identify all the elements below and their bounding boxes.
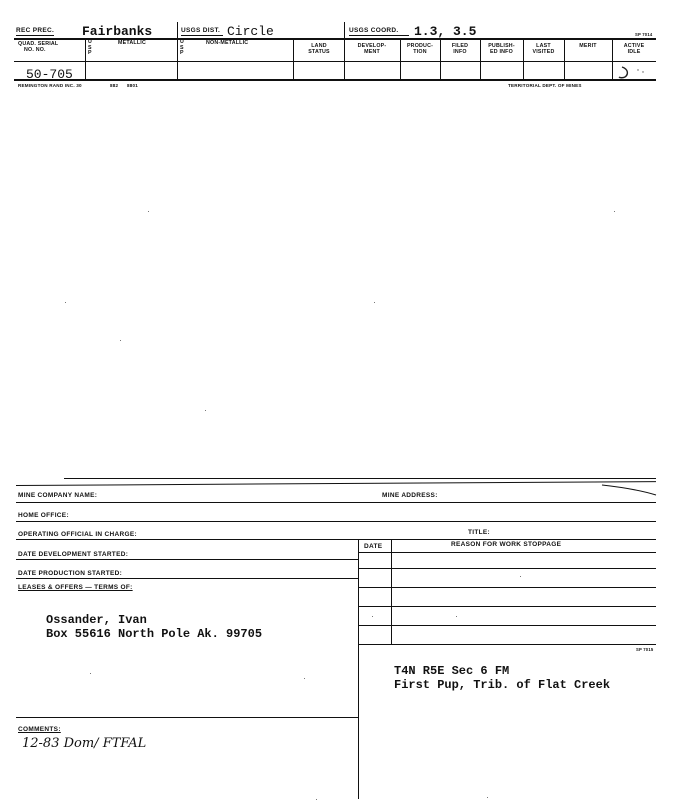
card-edge bbox=[16, 481, 656, 486]
column-divider bbox=[85, 38, 86, 80]
title-label: TITLE: bbox=[468, 529, 491, 536]
rec-prec-underline bbox=[16, 35, 54, 36]
column-divider bbox=[480, 38, 481, 80]
column-divider bbox=[523, 38, 524, 80]
last-visited-header: LAST VISITED bbox=[532, 43, 555, 55]
form-number-top: SP 7014 bbox=[635, 32, 653, 37]
operating-official-label: OPERATING OFFICIAL IN CHARGE: bbox=[18, 531, 137, 538]
row-rule bbox=[16, 539, 656, 540]
table-rule bbox=[358, 625, 656, 626]
metallic-header: METALLIC bbox=[118, 40, 146, 46]
scan-speck bbox=[120, 340, 121, 341]
land-status-header: LAND STATUS bbox=[308, 43, 330, 55]
production-header: PRODUC- TION bbox=[406, 43, 434, 55]
scan-speck bbox=[90, 673, 91, 674]
rec-prec-value: Fairbanks bbox=[82, 24, 153, 39]
usgs-coord-underline bbox=[349, 35, 409, 36]
scan-speck bbox=[148, 211, 149, 212]
active-idle-header: ACTIVE IDLE bbox=[623, 43, 645, 55]
scan-speck bbox=[614, 211, 615, 212]
printer-footer: REMINGTON RAND INC. 30 bbox=[18, 83, 82, 88]
non-metallic-header: NON-METALLIC bbox=[206, 40, 249, 46]
column-divider bbox=[344, 38, 345, 80]
row-rule bbox=[16, 502, 656, 503]
date-production-label: DATE PRODUCTION STARTED: bbox=[18, 570, 123, 577]
grid-top-rule bbox=[14, 38, 656, 40]
column-divider bbox=[564, 38, 565, 80]
usgs-dist-value: Circle bbox=[227, 24, 274, 39]
scan-speck bbox=[372, 616, 373, 617]
row-rule bbox=[16, 578, 358, 579]
location-creek: First Pup, Trib. of Flat Creek bbox=[394, 678, 611, 692]
scan-speck bbox=[205, 410, 206, 411]
comments-label: COMMENTS: bbox=[18, 726, 61, 733]
dept-footer: TERRITORIAL DEPT. OF MINES bbox=[508, 83, 582, 88]
published-info-header: PUBLISH- ED INFO bbox=[488, 43, 515, 55]
column-divider bbox=[177, 38, 178, 80]
filed-info-header: FILED INFO bbox=[451, 43, 469, 55]
date-development-label: DATE DEVELOPMENT STARTED: bbox=[18, 551, 129, 558]
owner-address: Box 55616 North Pole Ak. 99705 bbox=[46, 627, 263, 641]
scan-speck bbox=[316, 799, 317, 800]
scan-speck bbox=[374, 302, 375, 303]
table-rule bbox=[358, 552, 656, 553]
usgs-coord-label: USGS COORD. bbox=[349, 27, 399, 34]
usgs-dist-underline bbox=[181, 35, 223, 36]
home-office-label: HOME OFFICE: bbox=[18, 512, 69, 519]
mine-company-label: MINE COMPANY NAME: bbox=[18, 492, 98, 499]
column-divider bbox=[440, 38, 441, 80]
date-column-label: DATE bbox=[364, 543, 383, 550]
owner-name: Ossander, Ivan bbox=[46, 613, 147, 627]
column-divider bbox=[293, 38, 294, 80]
development-header: DEVELOP- MENT bbox=[357, 43, 387, 55]
comments-rule bbox=[16, 717, 358, 718]
comments-handwritten: 12-83 Dom/ FTFAL bbox=[22, 736, 147, 751]
row-rule bbox=[16, 559, 358, 560]
quad-serial-line1: QUAD. SERIAL bbox=[18, 41, 59, 47]
mine-address-label: MINE ADDRESS: bbox=[382, 492, 438, 499]
check-mark-icon bbox=[616, 62, 652, 80]
header-divider bbox=[177, 22, 178, 38]
table-rule bbox=[358, 568, 656, 569]
usgs-dist-label: USGS DIST. bbox=[181, 27, 221, 34]
reason-column-label: REASON FOR WORK STOPPAGE bbox=[451, 541, 562, 548]
header-divider bbox=[344, 22, 345, 38]
scan-speck bbox=[487, 797, 488, 798]
usgs-coord-value: 1.3, 3.5 bbox=[414, 24, 477, 39]
serial-value: 50-705 bbox=[26, 67, 73, 82]
uss-left-header: U S P bbox=[88, 39, 93, 56]
form-number-bottom: SP 7015 bbox=[636, 647, 654, 652]
uss-right-header: U S P bbox=[180, 39, 185, 56]
scan-speck bbox=[65, 302, 66, 303]
row-rule bbox=[16, 521, 656, 522]
column-divider bbox=[612, 38, 613, 80]
column-divider bbox=[400, 38, 401, 80]
merit-header: MERIT bbox=[579, 43, 597, 49]
table-divider bbox=[358, 539, 359, 799]
scan-speck bbox=[304, 678, 305, 679]
printer-code-1: 882 bbox=[110, 83, 119, 88]
location-township: T4N R5E Sec 6 FM bbox=[394, 664, 510, 678]
table-rule bbox=[358, 644, 656, 645]
rec-prec-label: REC PREC. bbox=[16, 27, 55, 34]
grid-header-rule bbox=[14, 61, 656, 62]
grid-bottom-rule bbox=[14, 79, 656, 81]
card-edge bbox=[64, 478, 656, 479]
scan-speck bbox=[456, 616, 457, 617]
leases-label: LEASES & OFFERS — TERMS OF: bbox=[18, 584, 133, 591]
quad-serial-line2: NO. NO. bbox=[24, 47, 46, 53]
printer-code-2: 8801 bbox=[127, 83, 139, 88]
card-corner-curl bbox=[600, 482, 660, 498]
table-rule bbox=[358, 606, 656, 607]
quad-serial-header bbox=[18, 41, 58, 53]
scan-speck bbox=[520, 576, 521, 577]
table-rule bbox=[358, 587, 656, 588]
table-divider bbox=[391, 539, 392, 645]
